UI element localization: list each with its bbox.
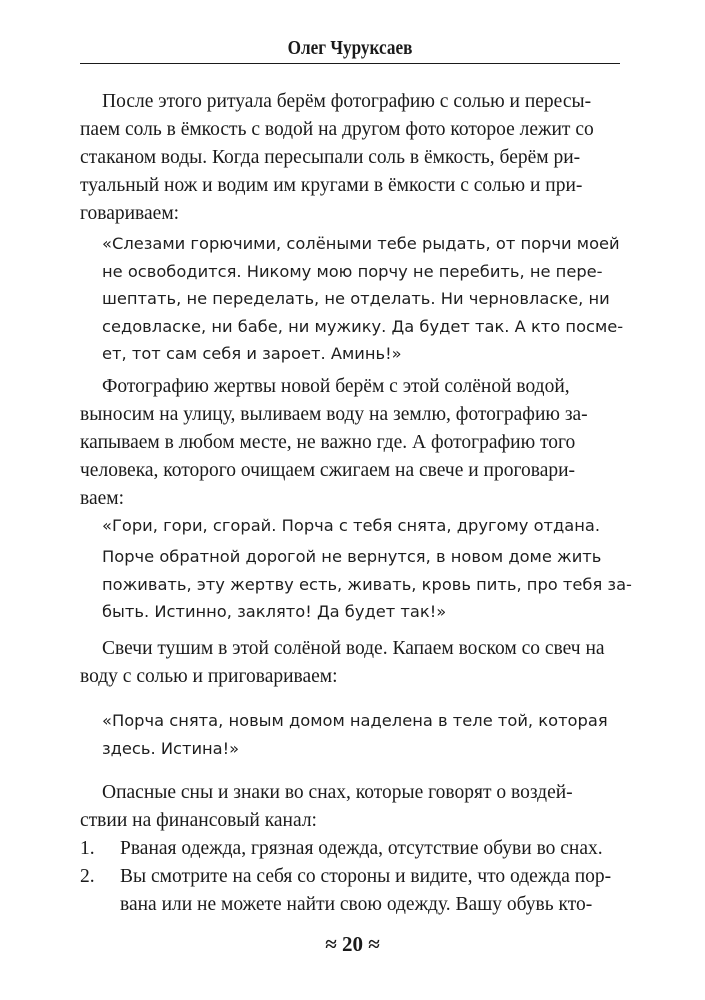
quote-line: быть. Истинно, заклято! Да будет так!» (102, 602, 447, 621)
paragraph-candles (80, 635, 620, 691)
text-line: воду с солью и приговариваем: (80, 666, 338, 687)
quote-line: Порче обратной дорогой не вернутся, в новом доме жить (102, 547, 602, 566)
text-line: говариваем: (80, 203, 180, 224)
quote-line: «Гори, гори, сгорай. Порча с тебя снята, другому отдана. (102, 516, 601, 535)
numbered-list (80, 835, 620, 919)
incantation-quote-2-first (102, 512, 620, 540)
text-line: После этого ритуала берём фотографию с солью и пересы- (102, 91, 592, 112)
list-text-line: Рваная одежда, грязная одежда, отсутствие обуви во снах. (120, 838, 603, 859)
text-line: ваем: (80, 488, 125, 509)
paragraph-victim-photo (80, 373, 620, 513)
incantation-quote-2-rest (102, 543, 632, 626)
quote-line: шептать, не переделать, не отделать. Ни черновласке, ни (102, 289, 610, 308)
page-number: ≈ 20 ≈ (325, 932, 380, 956)
text-line: Фотографию жертвы новой берём с этой солёной водой, (102, 376, 570, 397)
list-number: 2. (80, 866, 95, 887)
quote-line: не освободится. Никому мою порчу не перебить, не пере- (102, 261, 603, 281)
text-line: человека, которого очищаем сжигаем на свече и проговари- (80, 460, 576, 481)
list-item (80, 835, 620, 863)
quote-line: поживать, эту жертву есть, живать, кровь пить, про тебя за- (102, 574, 632, 594)
text-line: стаканом воды. Когда пересыпали соль в ёмкость, берём ри- (80, 147, 581, 168)
text-line: туальный нож и водим им кругами в ёмкости с солью и при- (80, 175, 583, 196)
text-line: ствии на финансовый канал: (80, 810, 317, 831)
text-line: капываем в любом месте, не важно где. А фотографию того (80, 432, 576, 453)
quote-line: ет, тот сам себя и зароет. Аминь!» (102, 344, 402, 363)
quote-line: седовласке, ни бабе, ни мужику. Да будет так. А кто посме- (102, 316, 624, 336)
text-line: Свечи тушим в этой солёной воде. Капаем воском со свеч на (102, 638, 605, 659)
paragraph-dangerous-dreams (80, 779, 620, 835)
paragraph-ritual-intro (80, 88, 620, 228)
list-text-line: Вы смотрите на себя со стороны и видите, что одежда пор- (120, 866, 612, 887)
running-header-author: Олег Чуруксаев (287, 37, 413, 59)
text-line: паем соль в ёмкость с водой на другом фото которое лежит со (80, 119, 594, 140)
incantation-quote-1 (102, 230, 624, 368)
list-item (80, 863, 620, 919)
incantation-quote-3 (102, 707, 620, 762)
text-line: выносим на улицу, выливаем воду на землю, фотографию за- (80, 404, 588, 425)
quote-line: «Порча снята, новым домом наделена в теле той, которая (102, 711, 608, 730)
list-number: 1. (80, 838, 95, 859)
quote-line: «Слезами горючими, солёными тебе рыдать, от порчи моей (102, 234, 620, 253)
quote-line: здесь. Истина!» (102, 738, 240, 758)
text-line: Опасные сны и знаки во снах, которые говорят о воздей- (102, 782, 573, 803)
list-text-line: вана или не можете найти свою одежду. Вашу обувь кто- (120, 894, 593, 915)
header-rule (80, 63, 620, 64)
